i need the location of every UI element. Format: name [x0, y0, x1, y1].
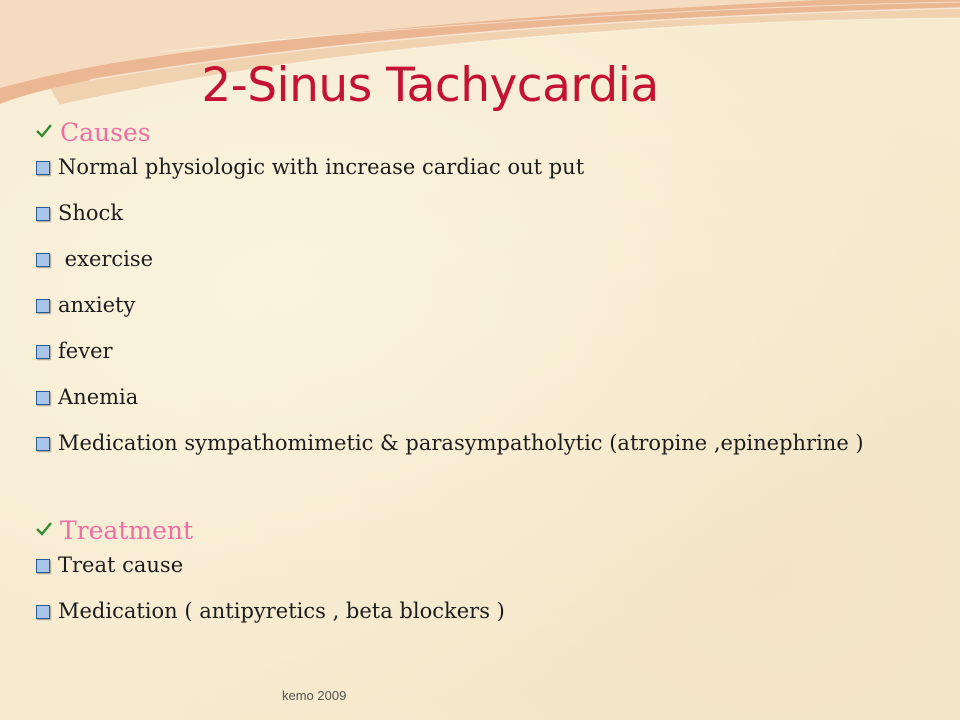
list-item	[34, 338, 914, 384]
list-item-text: Anemia	[58, 385, 139, 409]
list-item-text: Medication ( antipyretics , beta blockers )	[58, 599, 505, 623]
square-bullet-icon	[36, 345, 50, 359]
list-item	[34, 430, 914, 506]
section-heading-label: Causes	[60, 117, 151, 147]
list-item	[34, 292, 914, 338]
square-bullet-icon	[36, 207, 50, 221]
slide-footer: kemo 2009	[282, 688, 347, 703]
list-item-text: Treat cause	[58, 553, 184, 577]
section-heading-causes	[34, 110, 914, 154]
list-item-text: Normal physiologic with increase cardiac out put	[58, 155, 585, 179]
list-item-text: anxiety	[58, 293, 136, 317]
section-heading-label: Treatment	[60, 515, 194, 545]
list-item	[34, 552, 914, 598]
list-item	[34, 598, 914, 644]
square-bullet-icon	[36, 161, 50, 175]
list-item-text: Shock	[58, 201, 124, 225]
list-item-text: Medication sympathomimetic & parasympatholytic (atropine ,epinephrine )	[58, 431, 864, 455]
list-item	[34, 384, 914, 430]
check-icon	[34, 118, 60, 147]
square-bullet-icon	[36, 437, 50, 451]
square-bullet-icon	[36, 559, 50, 573]
list-item-text: fever	[58, 339, 113, 363]
check-icon	[34, 516, 60, 545]
square-bullet-icon	[36, 253, 50, 267]
list-item	[34, 200, 914, 246]
section-heading-treatment	[34, 508, 914, 552]
square-bullet-icon	[36, 605, 50, 619]
slide-content	[34, 110, 914, 644]
slide-title: 2-Sinus Tachycardia	[201, 58, 659, 113]
square-bullet-icon	[36, 391, 50, 405]
list-item	[34, 154, 914, 200]
square-bullet-icon	[36, 299, 50, 313]
list-item-text: exercise	[58, 247, 154, 271]
list-item	[34, 246, 914, 292]
